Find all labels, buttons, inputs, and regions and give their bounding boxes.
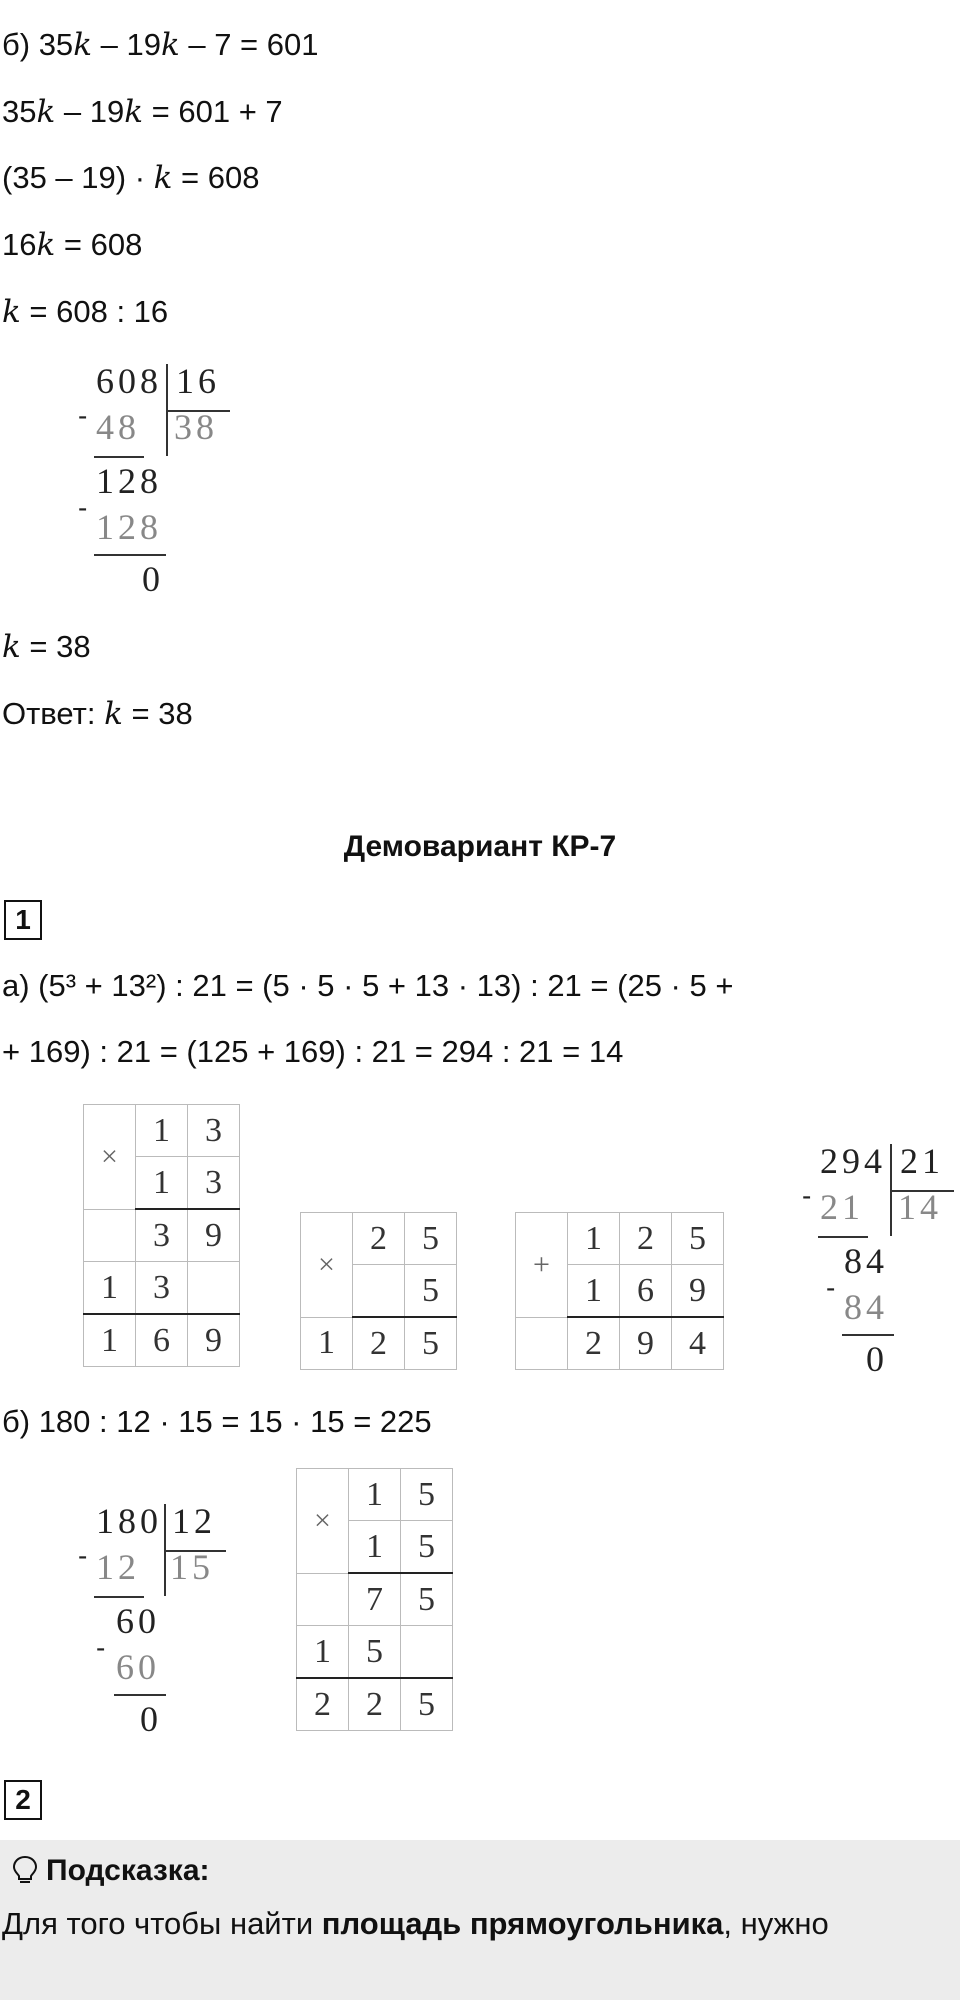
divisor: 21 bbox=[900, 1141, 944, 1181]
subtrahend: 48 bbox=[96, 407, 140, 447]
dividend: 608 bbox=[96, 361, 162, 401]
task-number-box: 2 bbox=[4, 1780, 42, 1820]
multiplication-table-15x15: × 1 5 1 5 7 5 1 5 2 2 5 bbox=[296, 1468, 453, 1731]
subtrahend: 84 bbox=[844, 1287, 888, 1327]
task-number-box: 1 bbox=[4, 900, 42, 940]
equation-line: k = 608 : 16 bbox=[2, 294, 169, 330]
multiply-sign: × bbox=[84, 1105, 136, 1210]
subtrahend: 128 bbox=[96, 507, 162, 547]
quotient: 15 bbox=[170, 1547, 214, 1587]
task1-b-line: б) 180 : 12 · 15 = 15 · 15 = 225 bbox=[2, 1404, 432, 1439]
equation-line: 16k = 608 bbox=[2, 227, 143, 263]
lightbulb-icon bbox=[12, 1855, 38, 1885]
final-remainder: 0 bbox=[140, 1699, 162, 1739]
quotient: 38 bbox=[174, 407, 218, 447]
subtrahend: 21 bbox=[820, 1187, 864, 1227]
plus-sign: + bbox=[516, 1213, 568, 1318]
multiply-sign: × bbox=[297, 1469, 349, 1574]
final-remainder: 0 bbox=[866, 1339, 888, 1379]
equation-line: (35 – 19) · k = 608 bbox=[2, 160, 260, 196]
dividend: 294 bbox=[820, 1141, 886, 1181]
task1-a-line1: а) (5³ + 13²) : 21 = (5 · 5 · 5 + 13 · 13) : 21 = (25 · 5 + bbox=[2, 968, 734, 1003]
multiplication-table-25x5: × 2 5 5 1 2 5 bbox=[300, 1212, 457, 1370]
section-title: Демовариант КР-7 bbox=[343, 830, 617, 863]
task1-a-line2: + 169) : 21 = (125 + 169) : 21 = 294 : 21 = 14 bbox=[2, 1034, 624, 1069]
subtrahend: 12 bbox=[96, 1547, 140, 1587]
hint-title: Подсказка: bbox=[46, 1854, 210, 1887]
final-remainder: 0 bbox=[142, 559, 164, 599]
equation-line: k = 38 bbox=[2, 629, 91, 665]
dividend: 180 bbox=[96, 1501, 162, 1541]
remainder: 128 bbox=[96, 461, 162, 501]
hint-text: Для того чтобы найти площадь прямоугольника, нужно bbox=[2, 1906, 829, 1941]
divisor: 12 bbox=[172, 1501, 216, 1541]
quotient: 14 bbox=[898, 1187, 942, 1227]
equation-line: б) 35k – 19k – 7 = 601 bbox=[2, 27, 319, 63]
hint-panel bbox=[0, 1840, 960, 2000]
addition-table-125-169: + 1 2 5 1 6 9 2 9 4 bbox=[515, 1212, 724, 1370]
answer-line: Ответ: k = 38 bbox=[2, 696, 193, 732]
remainder: 84 bbox=[844, 1241, 888, 1281]
multiplication-table-13x13: × 1 3 1 3 3 9 1 3 1 6 9 bbox=[83, 1104, 240, 1367]
remainder: 60 bbox=[116, 1601, 160, 1641]
equation-line: 35k – 19k = 601 + 7 bbox=[2, 94, 283, 130]
subtrahend: 60 bbox=[116, 1647, 160, 1687]
multiply-sign: × bbox=[301, 1213, 353, 1318]
divisor: 16 bbox=[176, 361, 220, 401]
